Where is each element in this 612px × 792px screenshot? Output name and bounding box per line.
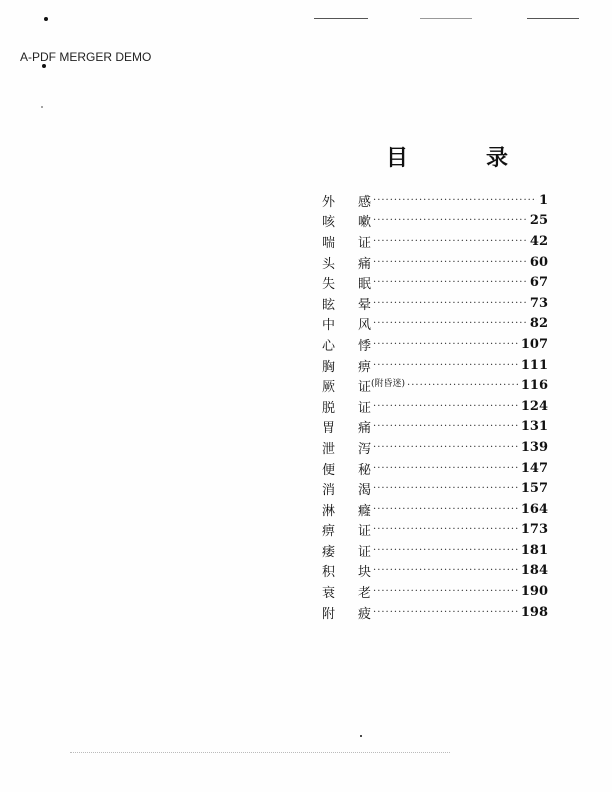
dot-leader — [373, 339, 519, 350]
toc-entry — [322, 375, 548, 396]
toc-entry-char-1: 喘 — [322, 235, 336, 251]
toc-page-number: 198 — [520, 604, 548, 620]
toc-entry-char-2: 感 — [358, 194, 372, 210]
toc-entry-title — [322, 356, 371, 375]
toc-entry-char-1: 厥 — [322, 380, 336, 396]
dot-leader — [373, 401, 519, 412]
toc-entry-char-2: 证 — [358, 400, 372, 416]
toc-entry — [322, 417, 548, 438]
toc-entry — [322, 602, 548, 623]
toc-entry-char-1: 消 — [322, 483, 336, 499]
toc-entry-title — [322, 397, 371, 416]
dot-leader — [373, 545, 519, 556]
toc-entry-title — [322, 561, 371, 580]
toc-entry-char-1: 积 — [322, 565, 336, 581]
toc-entry-char-1: 胸 — [322, 359, 336, 375]
toc-entry-char-2: 泻 — [358, 441, 372, 457]
toc-page-number: 82 — [529, 316, 548, 332]
toc-entry — [322, 396, 548, 417]
toc-page-number: 73 — [529, 295, 548, 311]
watermark-text: A-PDF MERGER DEMO — [20, 50, 152, 64]
toc-page-number: 60 — [529, 254, 548, 270]
toc-entry — [322, 520, 548, 541]
toc-page-number: 147 — [520, 460, 548, 476]
toc-entry-char-1: 眩 — [322, 297, 336, 313]
toc-entry-title — [322, 232, 371, 251]
toc-entry-title — [322, 253, 371, 272]
table-of-contents — [322, 190, 548, 622]
toc-entry-char-2: 疲 — [358, 606, 372, 622]
toc-page-number: 181 — [520, 542, 548, 558]
dot-leader — [407, 380, 519, 391]
toc-entry-char-2: 痛 — [358, 256, 372, 272]
toc-entry-title — [322, 376, 405, 395]
dot-leader — [373, 257, 528, 268]
footer-scan-noise — [70, 752, 450, 757]
dot-leader — [373, 298, 528, 309]
toc-entry-char-2: 证 — [358, 544, 372, 560]
toc-entry-title — [322, 479, 371, 498]
toc-entry-char-2: 渴 — [358, 483, 372, 499]
toc-entry-note: (附昏迷) — [371, 379, 406, 390]
scan-speck — [360, 735, 362, 737]
toc-entry-char-2: 块 — [358, 565, 372, 581]
toc-entry-title — [322, 520, 371, 539]
toc-entry-char-1: 外 — [322, 194, 336, 210]
toc-page-number: 116 — [520, 378, 548, 394]
toc-entry-char-1: 痹 — [322, 524, 336, 540]
toc-entry-char-1: 淋 — [322, 503, 336, 519]
toc-entry-title — [322, 211, 371, 230]
toc-entry-char-2: 老 — [358, 586, 372, 602]
toc-entry-char-1: 头 — [322, 256, 336, 272]
toc-page-number: 42 — [529, 233, 548, 249]
toc-entry-title — [322, 335, 371, 354]
toc-entry-char-1: 心 — [322, 338, 336, 354]
dot-leader — [373, 318, 528, 329]
toc-page-number: 107 — [520, 336, 548, 352]
toc-entry — [322, 272, 548, 293]
toc-page-number: 124 — [520, 398, 548, 414]
toc-entry-title — [322, 273, 371, 292]
toc-entry — [322, 499, 548, 520]
dot-leader — [373, 236, 528, 247]
toc-entry-char-1: 便 — [322, 462, 336, 478]
toc-entry-char-2: 证 — [358, 235, 372, 251]
toc-entry — [322, 334, 548, 355]
toc-entry-char-2: 嗽 — [358, 215, 372, 231]
toc-entry-char-1: 附 — [322, 606, 336, 622]
toc-entry-char-2: 痛 — [358, 421, 372, 437]
dot-leader — [373, 215, 528, 226]
dot-leader — [373, 524, 519, 535]
toc-entry-char-1: 失 — [322, 277, 336, 293]
toc-entry — [322, 231, 548, 252]
toc-entry-char-1: 咳 — [322, 215, 336, 231]
toc-page-number: 25 — [529, 213, 548, 229]
toc-entry-title — [322, 541, 371, 560]
dot-leader — [373, 565, 519, 576]
toc-page-number: 184 — [520, 563, 548, 579]
toc-entry — [322, 293, 548, 314]
toc-page-number: 164 — [520, 501, 548, 517]
toc-entry-char-1: 胃 — [322, 421, 336, 437]
toc-entry — [322, 190, 548, 211]
dot-leader — [373, 421, 519, 432]
dot-leader — [373, 195, 537, 206]
toc-entry-title — [322, 191, 371, 210]
toc-entry-char-2: 痹 — [358, 359, 372, 375]
toc-entry-title — [322, 500, 371, 519]
dot-leader — [373, 483, 519, 494]
toc-page-number: 1 — [538, 192, 548, 208]
toc-entry-char-1: 衰 — [322, 586, 336, 602]
toc-entry — [322, 252, 548, 273]
toc-page-number: 190 — [520, 584, 548, 600]
toc-entry — [322, 314, 548, 335]
toc-entry-title — [322, 438, 371, 457]
toc-entry-char-2: 癃 — [358, 503, 372, 519]
toc-entry-char-1: 泄 — [322, 441, 336, 457]
toc-entry-char-2: 悸 — [358, 338, 372, 354]
toc-page-number: 111 — [520, 357, 548, 373]
toc-entry — [322, 355, 548, 376]
toc-entry-char-2: 秘 — [358, 462, 372, 478]
toc-entry-char-1: 脱 — [322, 400, 336, 416]
toc-page-number: 139 — [520, 439, 548, 455]
toc-entry — [322, 581, 548, 602]
scan-speck — [41, 106, 43, 108]
toc-entry — [322, 478, 548, 499]
toc-page-number: 67 — [529, 275, 548, 291]
toc-entry-title — [322, 603, 371, 622]
toc-entry-title — [322, 582, 371, 601]
dot-leader — [373, 586, 519, 597]
toc-entry-title — [322, 314, 371, 333]
toc-entry — [322, 437, 548, 458]
toc-entry-title — [322, 294, 371, 313]
toc-entry-char-2: 证 — [358, 380, 372, 396]
toc-entry-char-2: 眠 — [358, 277, 372, 293]
scan-speck — [42, 64, 46, 68]
scan-speck — [44, 17, 48, 21]
toc-entry-char-2: 证 — [358, 524, 372, 540]
toc-entry-title — [322, 417, 371, 436]
dot-leader — [373, 360, 519, 371]
toc-entry-char-1: 中 — [322, 318, 336, 334]
toc-entry — [322, 540, 548, 561]
dot-leader — [373, 607, 519, 618]
toc-page-number: 131 — [520, 419, 548, 435]
toc-page-number: 157 — [520, 481, 548, 497]
dot-leader — [373, 504, 519, 515]
header-rule — [314, 18, 368, 19]
toc-title: 目 录 — [386, 145, 537, 171]
toc-entry — [322, 211, 548, 232]
toc-entry-char-2: 晕 — [358, 297, 372, 313]
dot-leader — [373, 442, 519, 453]
header-rule — [420, 18, 472, 19]
toc-page-number: 173 — [520, 522, 548, 538]
dot-leader — [373, 277, 528, 288]
toc-entry — [322, 458, 548, 479]
toc-entry-char-1: 痿 — [322, 544, 336, 560]
toc-entry — [322, 561, 548, 582]
header-rule — [527, 18, 579, 19]
toc-entry-title — [322, 459, 371, 478]
dot-leader — [373, 463, 519, 474]
toc-entry-char-2: 风 — [358, 318, 372, 334]
